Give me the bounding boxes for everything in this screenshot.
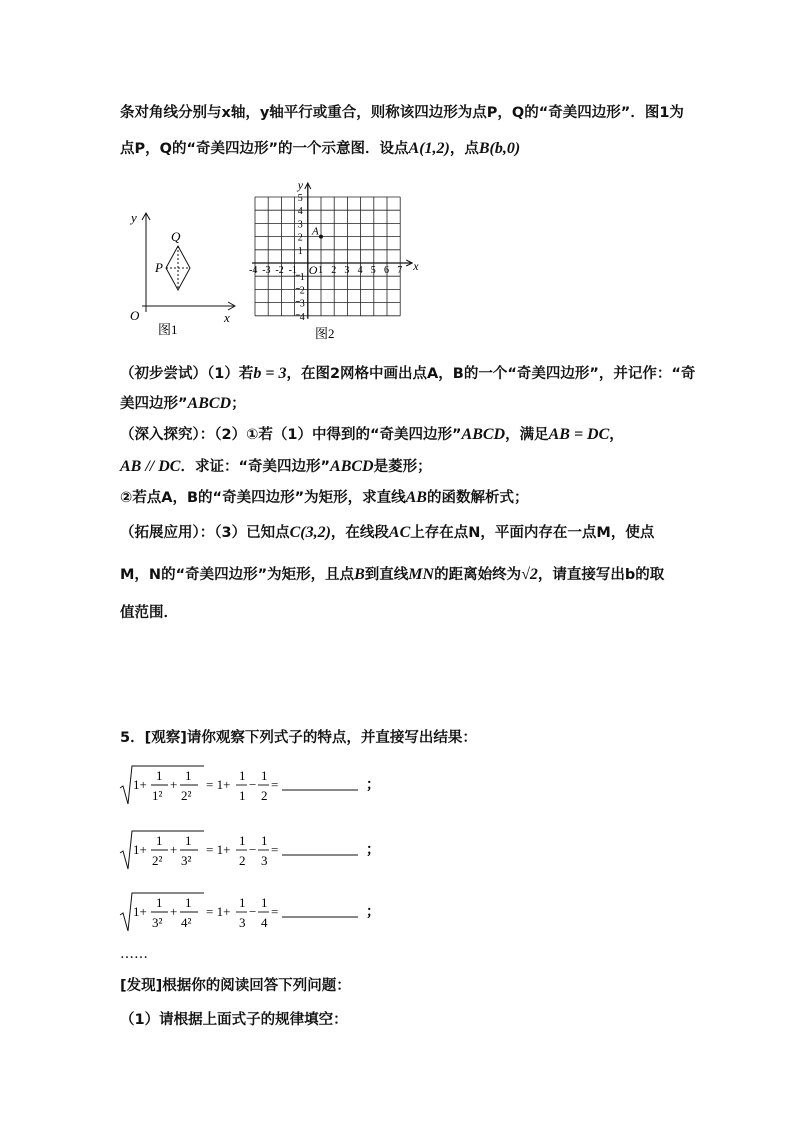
fig2-x-tick: 6: [384, 265, 389, 276]
ellipsis: ……: [120, 946, 148, 962]
frac2-den: 3²: [181, 853, 192, 868]
figure-1: [118, 200, 248, 340]
equals-2: =: [271, 777, 279, 792]
line-2-text-c: ，点: [449, 141, 479, 157]
equals-1: = 1+: [206, 904, 231, 919]
semicolon: ；: [366, 905, 380, 920]
ab-eq-dc: AB = DC: [548, 426, 610, 443]
line-5-text-e: ，: [609, 427, 624, 443]
segment-ac: AC: [388, 524, 411, 541]
fig2-x-tick: 5: [370, 265, 376, 276]
frac3-num: 1: [239, 833, 246, 848]
fig2-point-a-label: A: [312, 225, 319, 238]
term-one: 1+: [133, 777, 147, 792]
fig2-origin: O: [308, 263, 318, 277]
fig1-p-label: P: [155, 260, 163, 275]
sub-question-1: （1）请根据上面式子的规律填空：: [120, 1012, 348, 1028]
line-2: [120, 139, 520, 159]
frac3-den: 2: [239, 853, 246, 868]
line-8: [120, 523, 654, 543]
line-9-text-e: 的距离始终为: [434, 567, 522, 583]
term-one: 1+: [133, 904, 147, 919]
frac3-num: 1: [239, 895, 246, 910]
equals-1: = 1+: [206, 842, 231, 857]
frac2-den: 4²: [181, 915, 192, 930]
line-ab: AB: [405, 489, 427, 506]
equals-2: =: [271, 842, 279, 857]
line-4-text-a: 美四边形”: [120, 396, 188, 412]
fig1-y-label: y: [131, 210, 137, 225]
abcd-2: ABCD: [461, 426, 506, 443]
frac4-den: 3: [261, 853, 268, 868]
line-7-text-a: ②若点A，B的“奇美四边形”为矩形，求直线: [120, 490, 406, 506]
line-8-text-e: 上存在点N，平面内存在一点M，使点: [410, 525, 655, 541]
line-4: [120, 394, 246, 414]
line-3-text-a: （初步尝试）（1）若: [120, 366, 254, 382]
frac2-num: 1: [185, 768, 192, 783]
frac1-num: 1: [156, 833, 163, 848]
equation-1: [118, 760, 418, 810]
plus-sign: +: [170, 777, 178, 792]
frac3-den: 1: [239, 788, 246, 803]
fig2-y-tick: 4: [297, 206, 303, 218]
frac1-den: 3²: [152, 915, 163, 930]
fig1-origin: O: [130, 308, 140, 323]
fig2-y-tick: 1: [297, 245, 303, 257]
fig2-x-tick: 4: [357, 265, 363, 276]
fig2-y-tick: 3: [297, 219, 303, 231]
plus-sign: +: [170, 842, 178, 857]
line-6: [120, 457, 432, 477]
line-9: [120, 565, 664, 585]
line-6-text-d: 是菱形；: [373, 459, 432, 475]
question-5: 5．[观察]请你观察下列式子的特点，并直接写出结果：: [120, 730, 477, 746]
frac4-den: 4: [261, 915, 268, 930]
equation-2: [118, 825, 418, 875]
line-4-text-c: ；: [231, 396, 246, 412]
frac1-num: 1: [156, 768, 163, 783]
fig2-x-tick: 7: [397, 265, 403, 276]
line-1: 条对角线分别与x轴，y轴平行或重合，则称该四边形为点P，Q的“奇美四边形”．图1为: [120, 105, 684, 121]
fig2-y-tick: 5: [297, 193, 303, 204]
fig2-x-tick: -1: [288, 265, 297, 276]
line-8-text-a: （拓展应用）：（3）已知点: [120, 525, 290, 541]
fig2-x-tick: 1: [318, 265, 323, 276]
line-7-text-c: 的函数解析式；: [426, 490, 529, 506]
equals-1: = 1+: [206, 777, 231, 792]
line-7: [120, 488, 528, 508]
equals-2: =: [271, 904, 279, 919]
fig2-y-tick: 3: [299, 298, 305, 310]
plus-sign: +: [170, 904, 178, 919]
frac4-num: 1: [261, 833, 268, 848]
line-5: [120, 425, 624, 445]
semicolon: ；: [366, 778, 380, 793]
line-5-text-c: ，满足: [505, 427, 549, 443]
fig2-point-a: [319, 235, 323, 239]
b-equals-3: b = 3: [253, 365, 287, 382]
fig1-q-label: Q: [171, 229, 181, 244]
line-10: 值范围．: [120, 605, 178, 621]
fig2-y-label: y: [297, 178, 304, 192]
line-8-text-c: ，在线段: [330, 525, 389, 541]
frac2-num: 1: [185, 833, 192, 848]
ab-parallel-dc: AB // DC: [120, 458, 181, 475]
frac2-den: 2²: [181, 788, 192, 803]
fig2-grid: [249, 178, 419, 323]
fig2-x-tick: -4: [249, 265, 258, 276]
line-2-text-a: 点P，Q的“奇美四边形”的一个示意图．设点: [120, 141, 409, 157]
frac4-num: 1: [261, 895, 268, 910]
minus-sign: −: [249, 842, 257, 857]
frac2-num: 1: [185, 895, 192, 910]
figure-2: [240, 172, 420, 347]
frac4-num: 1: [261, 768, 268, 783]
frac3-num: 1: [239, 768, 246, 783]
sqrt-2: √2: [521, 566, 538, 583]
fig2-y-tick: 4: [299, 311, 305, 323]
fig2-y-tick: 2: [299, 285, 305, 297]
fig2-x-tick: -3: [262, 265, 271, 276]
line-9-text-g: ，请直接写出b的取: [537, 567, 665, 583]
minus-sign: −: [249, 904, 257, 919]
point-b: B: [354, 566, 365, 583]
point-a-coord: A(1,2): [408, 140, 450, 157]
line-5-text-a: （深入探究）：（2）①若（1）中得到的“奇美四边形”: [120, 427, 462, 443]
discover-heading: [发现]根据你的阅读回答下列问题：: [120, 978, 351, 994]
frac4-den: 2: [261, 788, 268, 803]
semicolon: ；: [366, 843, 380, 858]
line-3: [120, 364, 695, 384]
fig2-x-label: x: [413, 259, 419, 273]
fig2-x-tick: -2: [275, 265, 284, 276]
point-c-coord: C(3,2): [289, 524, 331, 541]
fig1-x-label: x: [224, 310, 230, 325]
line-mn: MN: [408, 566, 435, 583]
line-3-text-c: ，在图2网格中画出点A，B的一个“奇美四边形”，并记作：“奇: [286, 366, 696, 382]
fig2-y-tick: 1: [299, 272, 305, 284]
term-one: 1+: [133, 842, 147, 857]
minus-sign: −: [249, 777, 257, 792]
equation-3: [118, 887, 418, 937]
abcd-3: ABCD: [330, 458, 374, 475]
fig2-caption: 图2: [315, 326, 335, 341]
fig2-x-tick: 3: [344, 265, 350, 276]
fig1-caption: 图1: [158, 322, 178, 337]
frac1-den: 1²: [152, 788, 163, 803]
fig2-x-tick: 2: [331, 265, 337, 276]
line-9-text-c: 到直线: [364, 567, 409, 583]
frac3-den: 3: [239, 915, 246, 930]
frac1-den: 2²: [152, 853, 163, 868]
frac1-num: 1: [156, 895, 163, 910]
abcd-1: ABCD: [187, 395, 232, 412]
line-6-text-b: ．求证：“奇美四边形”: [180, 459, 331, 475]
line-9-text-a: M，N的“奇美四边形”为矩形，且点: [120, 567, 355, 583]
point-b-coord: B(b,0): [478, 140, 521, 157]
fig2-y-tick: 2: [297, 232, 303, 244]
